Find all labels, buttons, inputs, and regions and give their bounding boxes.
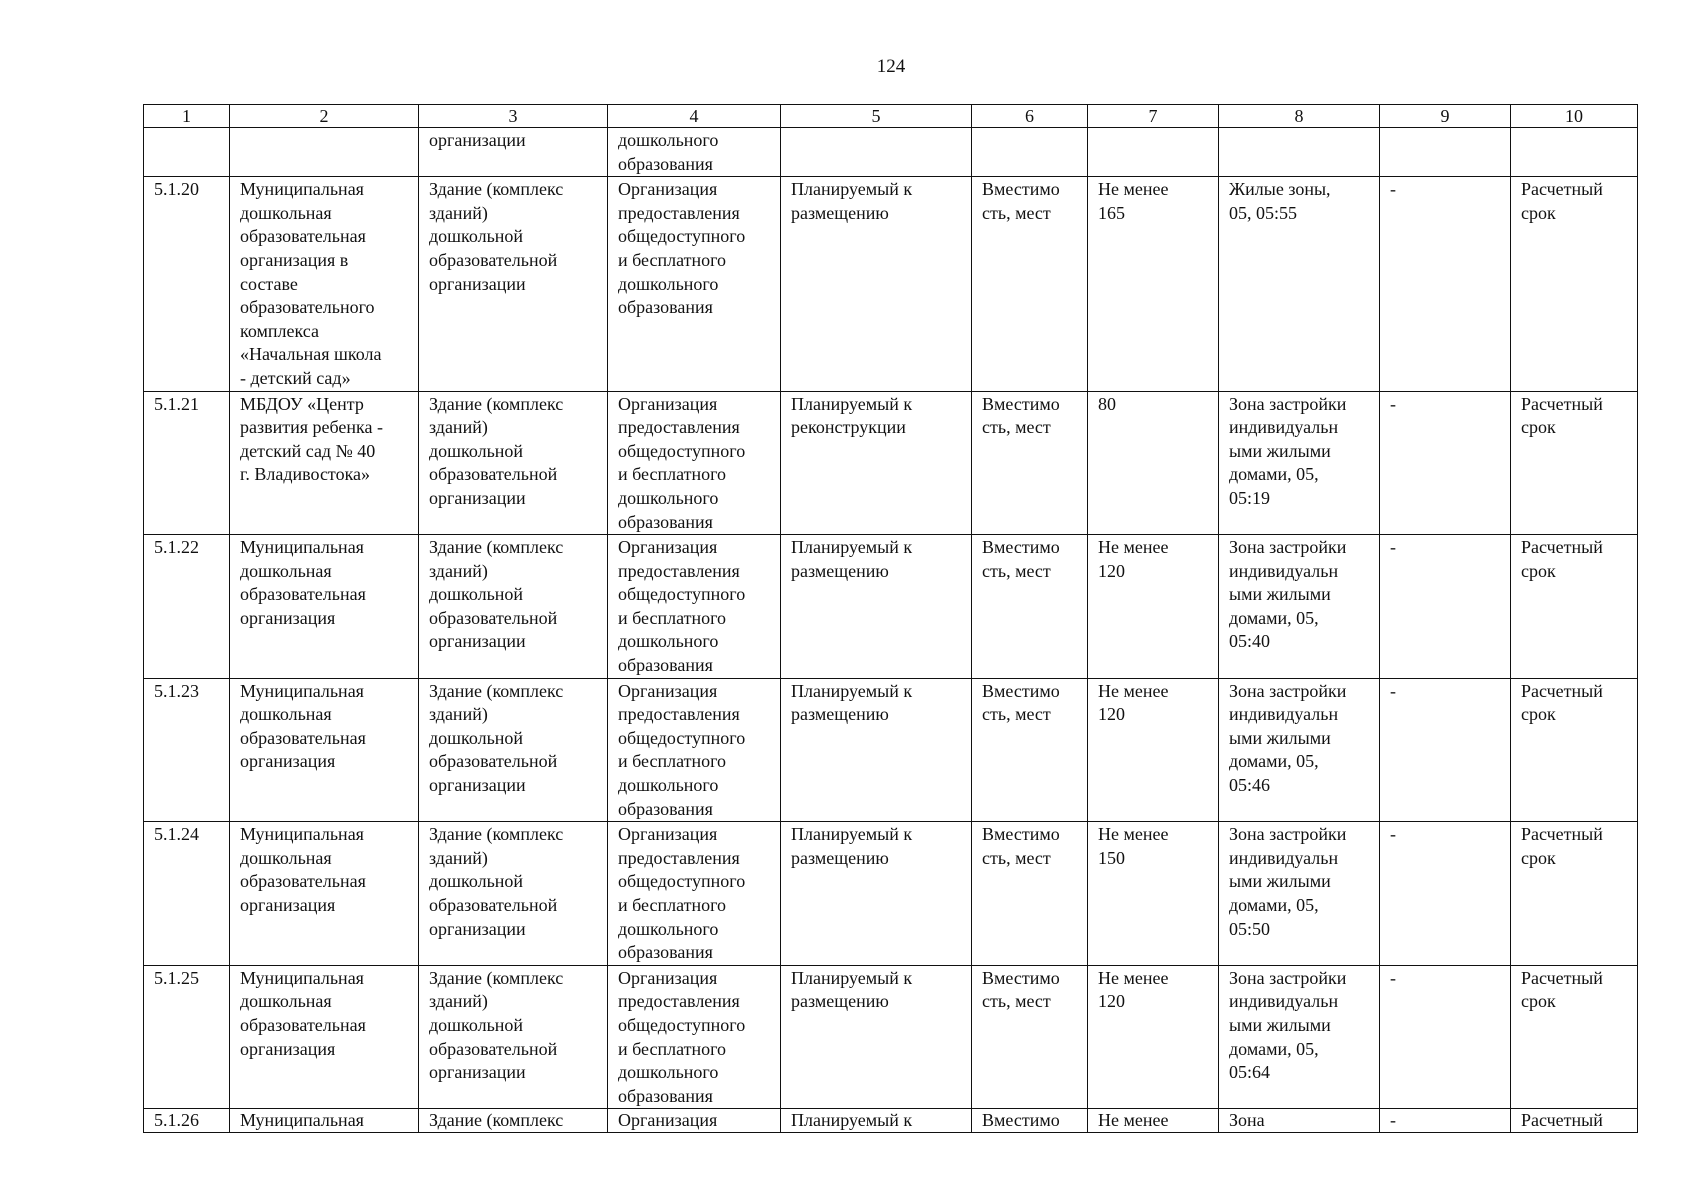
table-cell: Планируемый к реконструкции xyxy=(781,391,972,535)
table-cell: Планируемый к размещению xyxy=(781,177,972,391)
table-cell xyxy=(230,128,419,177)
table-cell: - xyxy=(1380,678,1511,822)
table-cell: Зона застройки индивидуальн ыми жилыми домами, 05, 05:50 xyxy=(1219,822,1380,966)
row-number: 5.1.20 xyxy=(144,177,230,391)
column-header: 1 xyxy=(144,105,230,128)
table-row xyxy=(144,965,1638,1109)
table-cell: Муниципальная xyxy=(230,1109,419,1133)
table-cell: Муниципальная дошкольная образовательная организация xyxy=(230,822,419,966)
column-header: 8 xyxy=(1219,105,1380,128)
table-cell: Вместимо сть, мест xyxy=(972,391,1088,535)
table-cell xyxy=(1380,128,1511,177)
table-row xyxy=(144,1109,1638,1133)
column-header: 4 xyxy=(608,105,781,128)
row-number: 5.1.25 xyxy=(144,965,230,1109)
column-header: 10 xyxy=(1511,105,1638,128)
table-cell: Не менее 165 xyxy=(1088,177,1219,391)
table-cell: Организация предоставления общедоступного и бесплатного дошкольного образования xyxy=(608,391,781,535)
table-cell: Расчетный срок xyxy=(1511,822,1638,966)
table-cell: Не менее 120 xyxy=(1088,678,1219,822)
table-cell: Расчетный срок xyxy=(1511,177,1638,391)
table-cell: Не менее 120 xyxy=(1088,535,1219,679)
table-cell: - xyxy=(1380,822,1511,966)
table-cell: Планируемый к размещению xyxy=(781,535,972,679)
table-cell: Расчетный срок xyxy=(1511,535,1638,679)
table-cell xyxy=(1219,128,1380,177)
table-cell: Здание (комплекс зданий) дошкольной образовательной организации xyxy=(419,678,608,822)
table-cell: Вместимо сть, мест xyxy=(972,177,1088,391)
table-cell: Организация предоставления общедоступного и бесплатного дошкольного образования xyxy=(608,822,781,966)
table-cell: Не менее xyxy=(1088,1109,1219,1133)
table-cell: Вместимо сть, мест xyxy=(972,822,1088,966)
table-cell: - xyxy=(1380,965,1511,1109)
table-cell: Организация предоставления общедоступного и бесплатного дошкольного образования xyxy=(608,535,781,679)
column-header: 2 xyxy=(230,105,419,128)
table-cell: Вместимо сть, мест xyxy=(972,535,1088,679)
table-cell: МБДОУ «Центр развития ребенка - детский сад № 40 г. Владивостока» xyxy=(230,391,419,535)
table-cell: 80 xyxy=(1088,391,1219,535)
table-cell: Вместимо сть, мест xyxy=(972,965,1088,1109)
table-cell: Зона застройки индивидуальн ыми жилыми домами, 05, 05:46 xyxy=(1219,678,1380,822)
table-row xyxy=(144,822,1638,966)
table-cell xyxy=(781,128,972,177)
row-number: 5.1.26 xyxy=(144,1109,230,1133)
table-cell: Планируемый к размещению xyxy=(781,678,972,822)
column-header: 3 xyxy=(419,105,608,128)
table-cell xyxy=(1511,128,1638,177)
table-cell: - xyxy=(1380,177,1511,391)
table-row xyxy=(144,128,1638,177)
table-cell: Зона застройки индивидуальн ыми жилыми домами, 05, 05:19 xyxy=(1219,391,1380,535)
table-cell: Муниципальная дошкольная образовательная организация в составе образовательного комплекса «Начальная школа - детский сад» xyxy=(230,177,419,391)
table-cell: Здание (комплекс зданий) дошкольной образовательной организации xyxy=(419,535,608,679)
table-row xyxy=(144,535,1638,679)
table-cell: Вместимо xyxy=(972,1109,1088,1133)
column-header: 7 xyxy=(1088,105,1219,128)
table-cell: Планируемый к размещению xyxy=(781,822,972,966)
table-cell: Здание (комплекс xyxy=(419,1109,608,1133)
column-header: 6 xyxy=(972,105,1088,128)
table-row xyxy=(144,678,1638,822)
table-cell: Не менее 120 xyxy=(1088,965,1219,1109)
table-cell: Здание (комплекс зданий) дошкольной образовательной организации xyxy=(419,391,608,535)
table-cell: Зона застройки индивидуальн ыми жилыми домами, 05, 05:64 xyxy=(1219,965,1380,1109)
table-cell: Планируемый к xyxy=(781,1109,972,1133)
row-number: 5.1.23 xyxy=(144,678,230,822)
column-header: 5 xyxy=(781,105,972,128)
table-cell: Организация xyxy=(608,1109,781,1133)
column-header: 9 xyxy=(1380,105,1511,128)
table-cell: Вместимо сть, мест xyxy=(972,678,1088,822)
table-cell: Расчетный срок xyxy=(1511,391,1638,535)
table-cell: - xyxy=(1380,535,1511,679)
table-cell: Планируемый к размещению xyxy=(781,965,972,1109)
planning-table xyxy=(143,104,1638,1133)
table-cell: - xyxy=(1380,1109,1511,1133)
column-number-row xyxy=(144,105,1638,128)
row-number: 5.1.24 xyxy=(144,822,230,966)
table-cell: дошкольного образования xyxy=(608,128,781,177)
table-cell: организации xyxy=(419,128,608,177)
row-number: 5.1.22 xyxy=(144,535,230,679)
table-row xyxy=(144,177,1638,391)
table-cell: Организация предоставления общедоступного и бесплатного дошкольного образования xyxy=(608,965,781,1109)
table-cell: Зона застройки индивидуальн ыми жилыми домами, 05, 05:40 xyxy=(1219,535,1380,679)
row-number: 5.1.21 xyxy=(144,391,230,535)
table-cell: Муниципальная дошкольная образовательная организация xyxy=(230,678,419,822)
table-cell: Зона xyxy=(1219,1109,1380,1133)
table-cell: Не менее 150 xyxy=(1088,822,1219,966)
table-row xyxy=(144,391,1638,535)
table-cell: - xyxy=(1380,391,1511,535)
table-cell: Здание (комплекс зданий) дошкольной образовательной организации xyxy=(419,177,608,391)
page-number: 124 xyxy=(876,56,906,77)
table-cell: Организация предоставления общедоступного и бесплатного дошкольного образования xyxy=(608,678,781,822)
table-cell xyxy=(1088,128,1219,177)
table-cell: Жилые зоны, 05, 05:55 xyxy=(1219,177,1380,391)
table-cell: Расчетный срок xyxy=(1511,678,1638,822)
table-cell: Муниципальная дошкольная образовательная организация xyxy=(230,535,419,679)
table-cell xyxy=(972,128,1088,177)
table-cell: Здание (комплекс зданий) дошкольной образовательной организации xyxy=(419,965,608,1109)
table-cell xyxy=(144,128,230,177)
table-cell: Расчетный xyxy=(1511,1109,1638,1133)
table-cell: Муниципальная дошкольная образовательная организация xyxy=(230,965,419,1109)
table-cell: Организация предоставления общедоступного и бесплатного дошкольного образования xyxy=(608,177,781,391)
table-cell: Расчетный срок xyxy=(1511,965,1638,1109)
table-cell: Здание (комплекс зданий) дошкольной образовательной организации xyxy=(419,822,608,966)
